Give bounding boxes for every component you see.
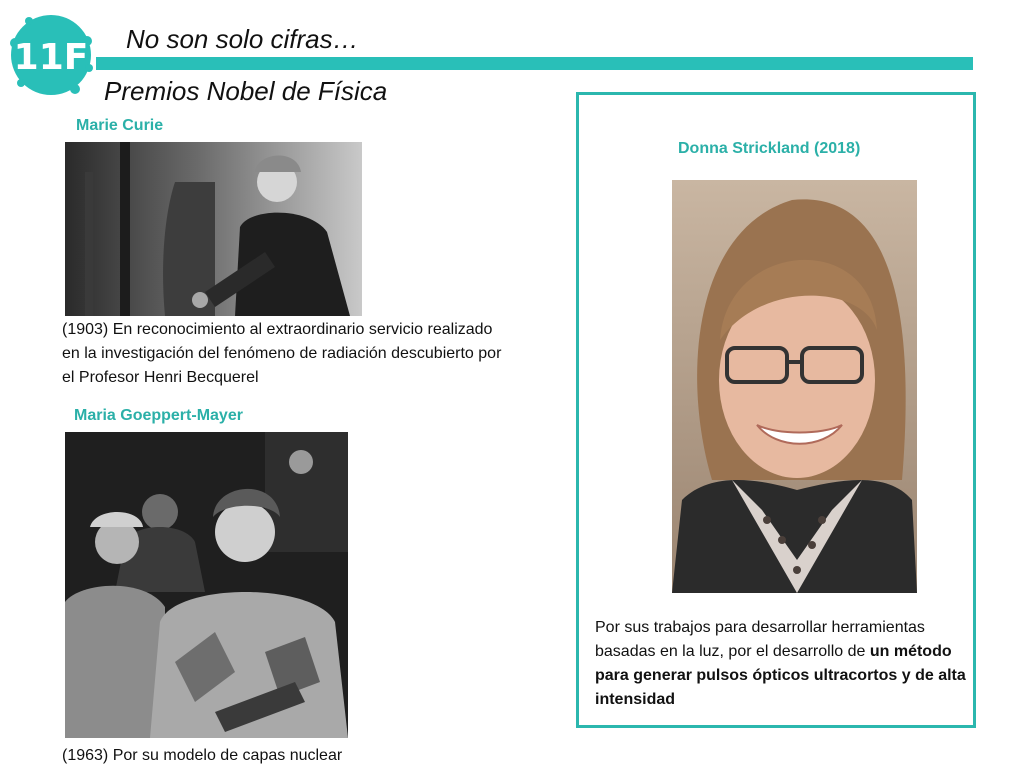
- strickland-caption-plain: Por sus trabajos para desarrollar herramientas basadas en la luz, por el desarrollo de: [595, 619, 925, 660]
- slide-subtitle: Premios Nobel de Física: [104, 76, 388, 106]
- goeppert-photo: [65, 432, 348, 738]
- strickland-caption: [595, 616, 973, 712]
- slide-title: No son solo cifras…: [126, 24, 359, 54]
- curie-name: Marie Curie: [76, 117, 164, 134]
- goeppert-name: Maria Goeppert-Mayer: [74, 407, 243, 424]
- goeppert-caption: (1963) Por su modelo de capas nuclear: [62, 747, 343, 764]
- strickland-name: Donna Strickland (2018): [678, 140, 861, 157]
- curie-caption: (1903) En reconocimiento al extraordinario servicio realizado en la investigación del fenómeno de radiación descubierto por el Profesor Henri Becquerel: [62, 321, 502, 386]
- 11f-logo: [9, 13, 93, 97]
- svg-text:11F: 11F: [13, 37, 89, 78]
- strickland-caption-bold: un método para generar pulsos ópticos ultracortos y de alta intensidad: [595, 643, 966, 708]
- curie-photo: [65, 142, 362, 316]
- title-underline-bar: [96, 57, 973, 70]
- strickland-photo: [672, 180, 917, 593]
